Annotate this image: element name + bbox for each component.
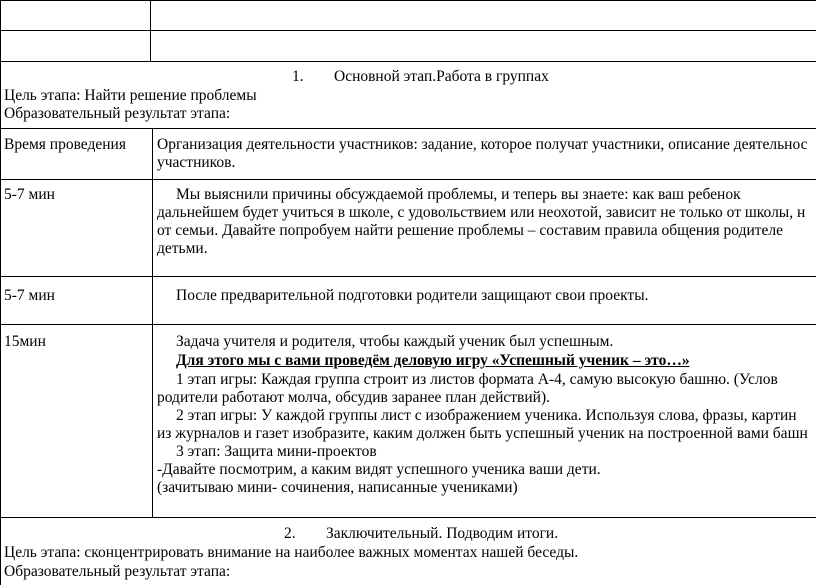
section-2-goal: Цель этапа: сконцентрировать внимание на наиболее важных моментах нашей беседы. bbox=[4, 544, 579, 561]
table-row-text: После предварительной подготовки родители защищают свои проекты. bbox=[176, 287, 649, 304]
rule bbox=[0, 276, 816, 277]
rule bbox=[0, 324, 816, 325]
table-row-time: 15мин bbox=[4, 333, 46, 350]
header-time: Время проведения bbox=[4, 136, 126, 153]
header-organization: участников. bbox=[157, 154, 236, 171]
table-row-text: Задача учителя и родителя, чтобы каждый ученик был успешным. bbox=[176, 333, 614, 350]
table-row-text: родители работают молча, обсудив заранее план действий). bbox=[157, 389, 550, 406]
rule bbox=[0, 0, 1, 585]
rule bbox=[0, 30, 816, 31]
rule bbox=[0, 0, 816, 1]
rule bbox=[0, 128, 816, 129]
rule bbox=[0, 61, 816, 62]
table-row-text: 2 этап игры: У каждой группы лист с изображением ученика. Используя слова, фразы, картин bbox=[176, 407, 797, 424]
table-row-text: 3 этап: Защита мини-проектов bbox=[176, 443, 377, 460]
rule bbox=[152, 128, 153, 517]
section-2-title: Заключительный. Подводим итоги. bbox=[326, 525, 559, 542]
section-2-number: 2. bbox=[284, 525, 296, 542]
table-row-text: дальнейшем будет учиться в школе, с удовольствием или неохотой, зависит не только от школы, н bbox=[157, 204, 806, 221]
table-row-text: (зачитываю мини- сочинения, написанные учениками) bbox=[157, 479, 518, 496]
table-row-text: детьми. bbox=[157, 240, 208, 257]
header-organization: Организация деятельности участников: задание, которое получат участники, описание деятельнос bbox=[157, 136, 808, 153]
table-row-text: от семьи. Давайте попробуем найти решение проблемы – составим правила общения родителе bbox=[157, 222, 784, 239]
table-row-time: 5-7 мин bbox=[4, 186, 55, 203]
rule bbox=[150, 0, 151, 61]
section-1-title: Основной этап.Работа в группах bbox=[334, 68, 549, 85]
table-row-text: Мы выяснили причины обсуждаемой проблемы, и теперь вы знаете: как ваш ребенок bbox=[176, 186, 741, 203]
section-1-result: Образовательный результат этапа: bbox=[4, 105, 231, 122]
section-2-result: Образовательный результат этапа: bbox=[4, 563, 231, 580]
section-1-number: 1. bbox=[292, 68, 304, 85]
section-1-goal: Цель этапа: Найти решение проблемы bbox=[4, 87, 257, 104]
rule bbox=[0, 179, 816, 180]
table-row-text: из журналов и газет изобразите, каким должен быть успешный ученик на построенной вами башн bbox=[157, 425, 808, 442]
table-row-text: 1 этап игры: Каждая группа строит из листов формата А-4, самую высокую башню. (Услов bbox=[176, 371, 778, 388]
table-row-text-bold: Для этого мы с вами проведём деловую игру «Успешный ученик – это…» bbox=[176, 352, 690, 369]
table-row-text: -Давайте посмотрим, а каким видят успешного ученика ваши дети. bbox=[157, 461, 601, 478]
rule bbox=[0, 517, 816, 518]
table-row-time: 5-7 мин bbox=[4, 287, 55, 304]
